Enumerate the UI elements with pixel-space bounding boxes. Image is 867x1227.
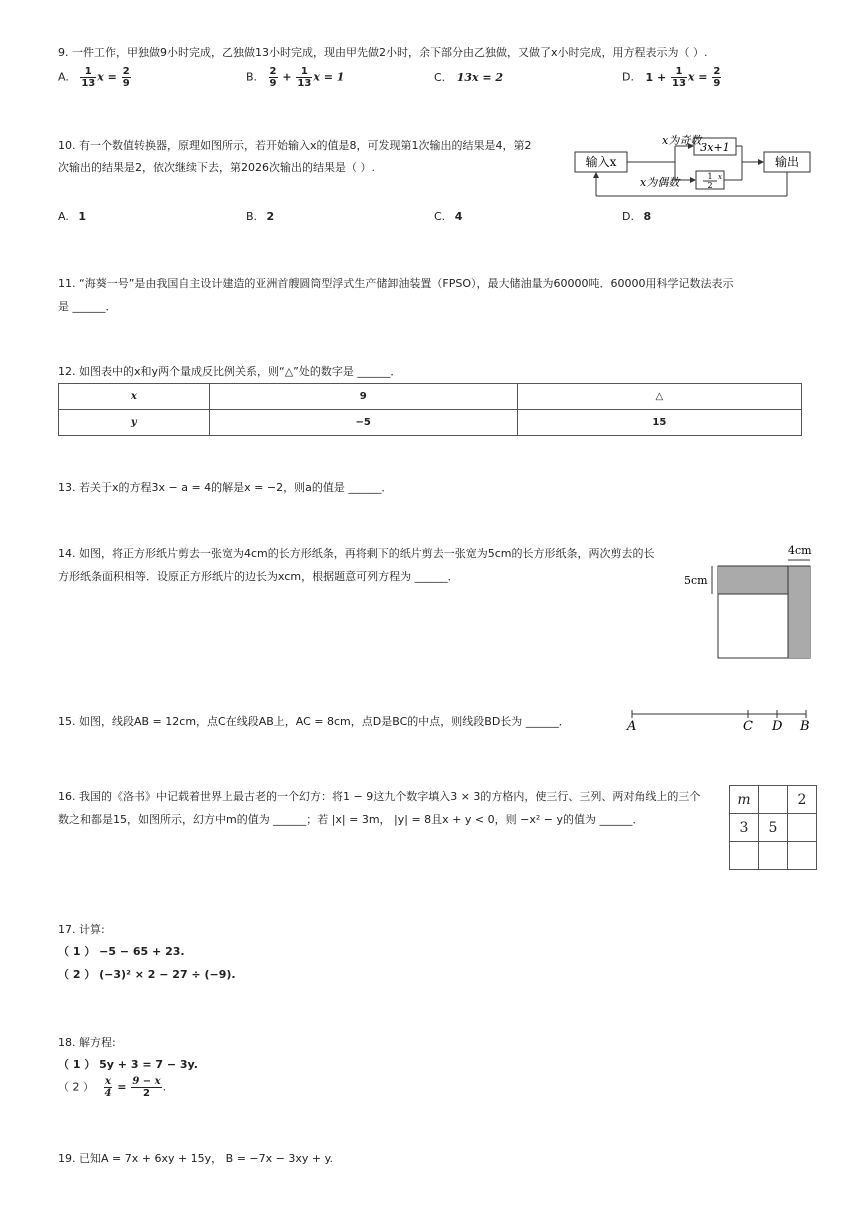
q15-segment-diagram <box>624 706 814 734</box>
q10-option-d[interactable]: D. 8 <box>622 210 652 223</box>
grid-cell: 2 <box>788 786 817 814</box>
label-left: 5cm <box>684 574 708 587</box>
q14-square-diagram <box>680 540 815 665</box>
q10-option-c[interactable]: C. 4 <box>434 210 463 223</box>
q14-stem-line2: 方形纸条面积相等．设原正方形纸片的边长为xcm，根据题意可列方程为 ______． <box>58 570 459 583</box>
q17-item-1: （ 1 ） −5 − 65 + 23. <box>58 945 185 958</box>
strip-5cm <box>718 566 788 594</box>
point-c: C <box>743 719 753 734</box>
q14-stem-line1: 14. 如图，将正方形纸片剪去一张宽为4cm的长方形纸条，再将剩下的纸片剪去一张宽为5cm的长方形纸条，两次剪去的长 <box>58 547 655 560</box>
fraction: $\frac{1}{13}$ <box>672 66 686 89</box>
option-label: D. <box>622 70 634 84</box>
option-expr: x = <box>97 70 121 84</box>
output-label: 输出 <box>774 155 800 169</box>
q13-stem: 13. 若关于x的方程3x − a = 4的解是x = −2，则a的值是 ______． <box>58 481 393 494</box>
grid-cell <box>759 842 788 870</box>
equals-sign: = <box>113 1080 131 1094</box>
even-label: x为偶数 <box>640 176 680 189</box>
table-row <box>59 410 802 436</box>
fraction: $\frac{2}{9}$ <box>269 66 277 89</box>
grid-cell: 5 <box>759 814 788 842</box>
table-cell: 9 <box>209 384 517 410</box>
q10-stem-line2: 次输出的结果是2，依次继续下去，第2026次输出的结果是（ ）. <box>58 161 375 174</box>
option-label: B. <box>246 70 258 84</box>
table-row <box>59 384 802 410</box>
op1-label: 3x+1 <box>700 141 730 154</box>
q17-item-2: （ 2 ） (−3)² × 2 − 27 ÷ (−9). <box>58 968 236 981</box>
fraction: $\frac{2}{9}$ <box>122 66 130 89</box>
option-label: A. <box>58 70 69 84</box>
fraction: $\frac{x}{4}$ <box>104 1076 112 1099</box>
option-expr: x = <box>687 70 712 84</box>
point-d: D <box>772 719 783 734</box>
grid-row <box>730 786 817 814</box>
q12-table <box>58 383 802 436</box>
q18-title: 18. 解方程: <box>58 1036 116 1049</box>
table-cell: 15 <box>517 410 801 436</box>
q9-option-c[interactable] <box>434 71 503 84</box>
odd-label: x为奇数 <box>662 134 702 147</box>
q19-stem: 19. 已知A = 7x + 6xy + 15y， B = −7x − 3xy + y. <box>58 1152 334 1165</box>
period: . <box>162 1080 167 1094</box>
option-prefix: 1 + <box>645 70 670 84</box>
q9-option-b[interactable] <box>246 66 344 89</box>
grid-row <box>730 814 817 842</box>
q18-item-1: （ 1 ） 5y + 3 = 7 − 3y. <box>58 1058 198 1071</box>
point-a: A <box>627 719 637 734</box>
q9-option-a[interactable] <box>58 66 132 89</box>
item-prefix: （ 2 ） <box>58 1080 94 1094</box>
input-label: 输入x <box>585 155 617 169</box>
table-cell: y <box>59 410 210 436</box>
table-cell: −5 <box>209 410 517 436</box>
fraction: $\frac{1}{13}$ <box>81 66 96 89</box>
svg-text:x: x <box>718 173 722 181</box>
q16-stem-line2: 数之和都是15，如图所示，幻方中m的值为 ______；若 |x| = 3m， |y| = 8且x + y < 0，则 −x² − y的值为 ______． <box>58 813 644 826</box>
q9-stem: 9. 一件工作，甲独做9小时完成，乙独做13小时完成，现由甲先做2小时，余下部分由乙独做，又做了x小时完成，用方程表示为（ ）. <box>58 46 708 59</box>
plus-sign: + <box>278 70 296 84</box>
table-cell: x <box>59 384 210 410</box>
svg-text:2: 2 <box>707 181 713 190</box>
option-expr: x = 1 <box>313 70 345 84</box>
q11-stem-line2: 是 ______． <box>58 300 117 313</box>
fraction: $\frac{1}{13}$ <box>297 66 312 89</box>
option-expr: 13x = 2 <box>456 71 504 84</box>
fraction: $\frac{9 - x}{2}$ <box>132 1076 161 1099</box>
q10-option-a[interactable]: A. 1 <box>58 210 86 223</box>
q16-stem-line1: 16. 我国的《洛书》中记载着世界上最古老的一个幻方：将1 − 9这九个数字填入3 × 3的方格内，使三行、三列、两对角线上的三个 <box>58 790 701 803</box>
q18-item-2 <box>58 1076 166 1099</box>
q9-option-d[interactable] <box>622 66 722 89</box>
q12-stem: 12. 如图表中的x和y两个量成反比例关系，则“△”处的数字是 ______． <box>58 365 402 378</box>
svg-text:1: 1 <box>707 172 713 181</box>
grid-cell <box>788 814 817 842</box>
option-label: C. <box>434 71 446 84</box>
q10-option-b[interactable]: B. 2 <box>246 210 275 223</box>
q11-stem-line1: 11. “海葵一号”是由我国自主设计建造的亚洲首艘圆筒型浮式生产储卸油装置（FPSO），最大储油量为60000吨．60000用科学记数法表示 <box>58 277 734 290</box>
table-cell: △ <box>517 384 801 410</box>
grid-cell <box>788 842 817 870</box>
q10-converter-diagram <box>570 128 815 200</box>
grid-cell <box>759 786 788 814</box>
point-b: B <box>800 719 810 734</box>
q15-stem: 15. 如图，线段AB = 12cm，点C在线段AB上，AC = 8cm，点D是BC的中点，则线段BD长为 ______． <box>58 715 570 728</box>
q16-magic-square <box>729 785 817 870</box>
grid-row <box>730 842 817 870</box>
grid-cell <box>730 842 759 870</box>
q17-title: 17. 计算: <box>58 923 105 936</box>
grid-cell: 3 <box>730 814 759 842</box>
strip-4cm <box>788 566 810 658</box>
grid-cell: m <box>730 786 759 814</box>
q10-stem-line1: 10. 有一个数值转换器，原理如图所示，若开始输入x的值是8，可发现第1次输出的结果是4，第2 <box>58 139 532 152</box>
label-top: 4cm <box>788 544 812 557</box>
fraction: $\frac{2}{9}$ <box>713 66 721 89</box>
